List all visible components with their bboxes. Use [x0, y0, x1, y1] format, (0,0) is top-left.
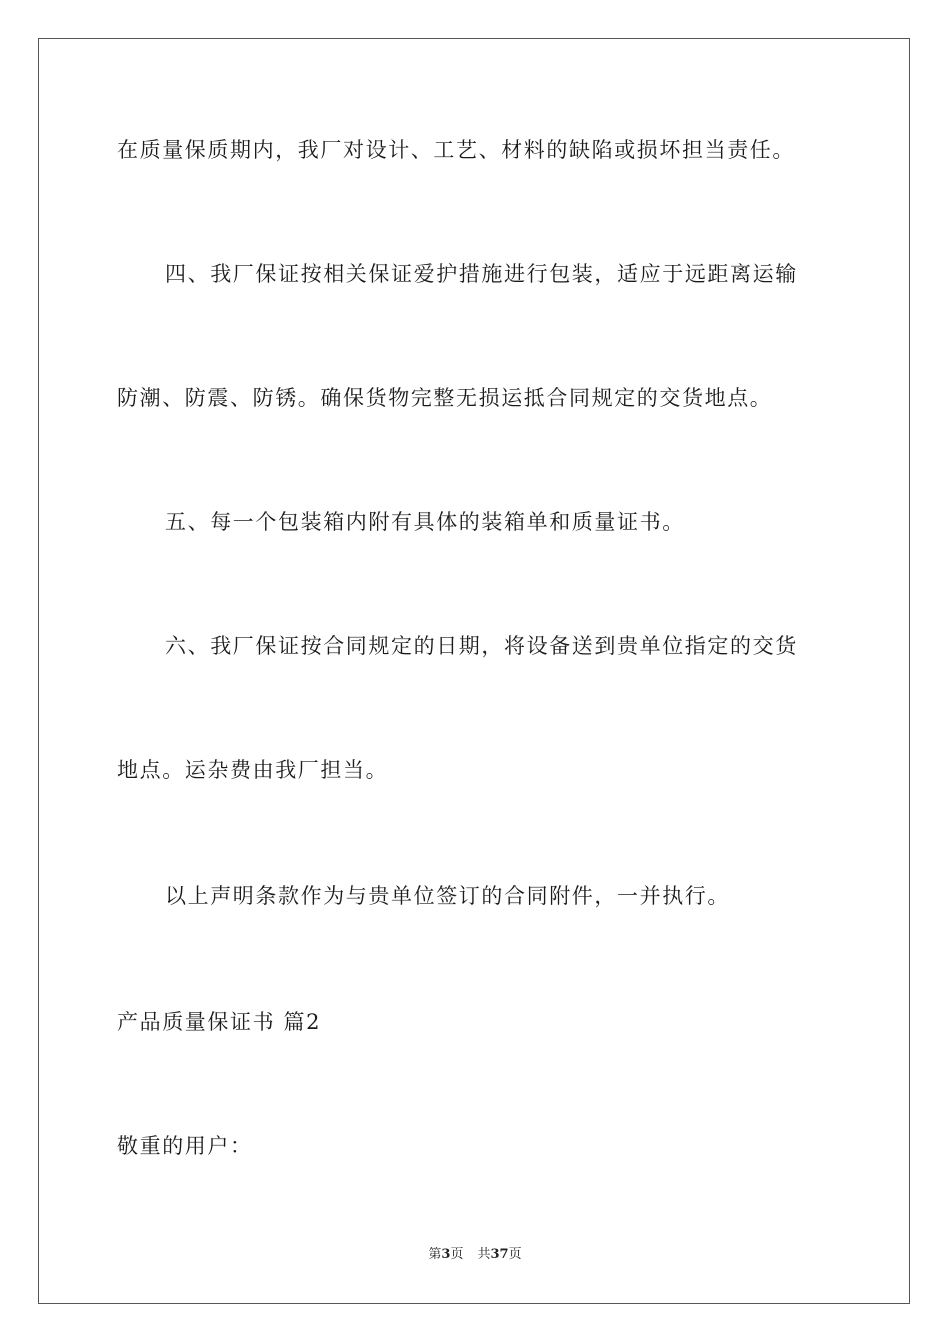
paragraph-five-line: 五、每一个包装箱内附有具体的装箱单和质量证书。 — [165, 510, 685, 534]
page-suffix: 页 — [450, 1247, 464, 1262]
closing-statement-line: 以上声明条款作为与贵单位签订的合同附件，一并执行。 — [165, 884, 730, 908]
body-text-line: 在质量保质期内，我厂对设计、工艺、材料的缺陷或损坏担当责任。 — [117, 138, 795, 162]
page-footer — [0, 1247, 950, 1263]
page-border — [38, 38, 910, 1304]
page-prefix: 第 — [428, 1247, 442, 1262]
total-prefix: 共 — [477, 1247, 491, 1262]
total-pages: 37 — [490, 1247, 509, 1262]
total-suffix: 页 — [508, 1247, 522, 1262]
section-heading: 产品质量保证书 篇2 — [117, 1010, 322, 1034]
body-text-line: 防潮、防震、防锈。确保货物完整无损运抵合同规定的交货地点。 — [117, 386, 773, 410]
paragraph-six-line: 六、我厂保证按合同规定的日期，将设备送到贵单位指定的交货 — [165, 634, 798, 658]
page-number: 3 — [441, 1247, 451, 1262]
paragraph-four-line: 四、我厂保证按相关保证爱护措施进行包装，适应于远距离运输 — [165, 262, 798, 286]
salutation-line: 敬重的用户： — [117, 1134, 253, 1158]
body-text-line: 地点。运杂费由我厂担当。 — [117, 758, 389, 782]
